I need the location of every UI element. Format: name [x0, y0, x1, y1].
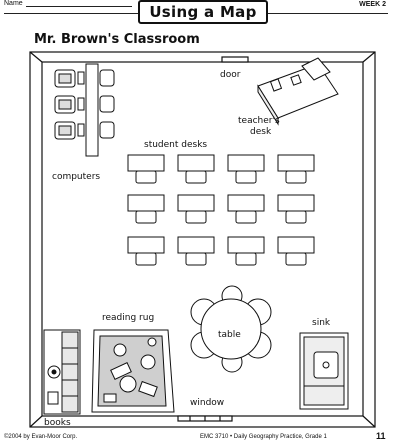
sink	[300, 333, 348, 409]
window-label: window	[190, 398, 225, 408]
worksheet-title: Using a Map	[138, 0, 268, 24]
student-desks	[128, 155, 314, 265]
week-label: WEEK 2	[359, 1, 386, 8]
reading-rug	[92, 330, 174, 412]
student-desk	[278, 237, 314, 265]
computers-label: computers	[52, 172, 101, 182]
books-label: books	[44, 418, 71, 428]
reading-rug-label: reading rug	[102, 313, 155, 323]
round-table	[191, 286, 271, 372]
footer-copyright: ©2004 by Evan-Moor Corp.	[4, 434, 78, 440]
student-desk	[128, 155, 164, 183]
computers-group	[55, 64, 114, 156]
table-label: table	[218, 330, 241, 340]
bookshelf	[44, 330, 80, 414]
name-label: Name	[4, 0, 23, 7]
student-desk	[128, 195, 164, 223]
student-desk	[178, 237, 214, 265]
sink-label: sink	[312, 318, 331, 328]
student-desks-label: student desks	[144, 140, 208, 150]
map-title: Mr. Brown's Classroom	[34, 32, 200, 47]
student-desk	[278, 195, 314, 223]
footer-product: EMC 3710 • Daily Geography Practice, Grade 1	[200, 434, 327, 440]
door-label: door	[220, 70, 241, 80]
teachers-desk-label-line1: teacher's	[238, 116, 280, 126]
teachers-desk-label-line2: desk	[250, 127, 272, 137]
student-desk	[228, 155, 264, 183]
student-desk	[178, 195, 214, 223]
page-number: 11	[376, 431, 386, 441]
teachers-desk	[258, 58, 338, 124]
student-desk	[228, 195, 264, 223]
student-desk	[278, 155, 314, 183]
student-desk	[128, 237, 164, 265]
door	[222, 57, 248, 62]
student-desk	[228, 237, 264, 265]
student-desk	[178, 155, 214, 183]
